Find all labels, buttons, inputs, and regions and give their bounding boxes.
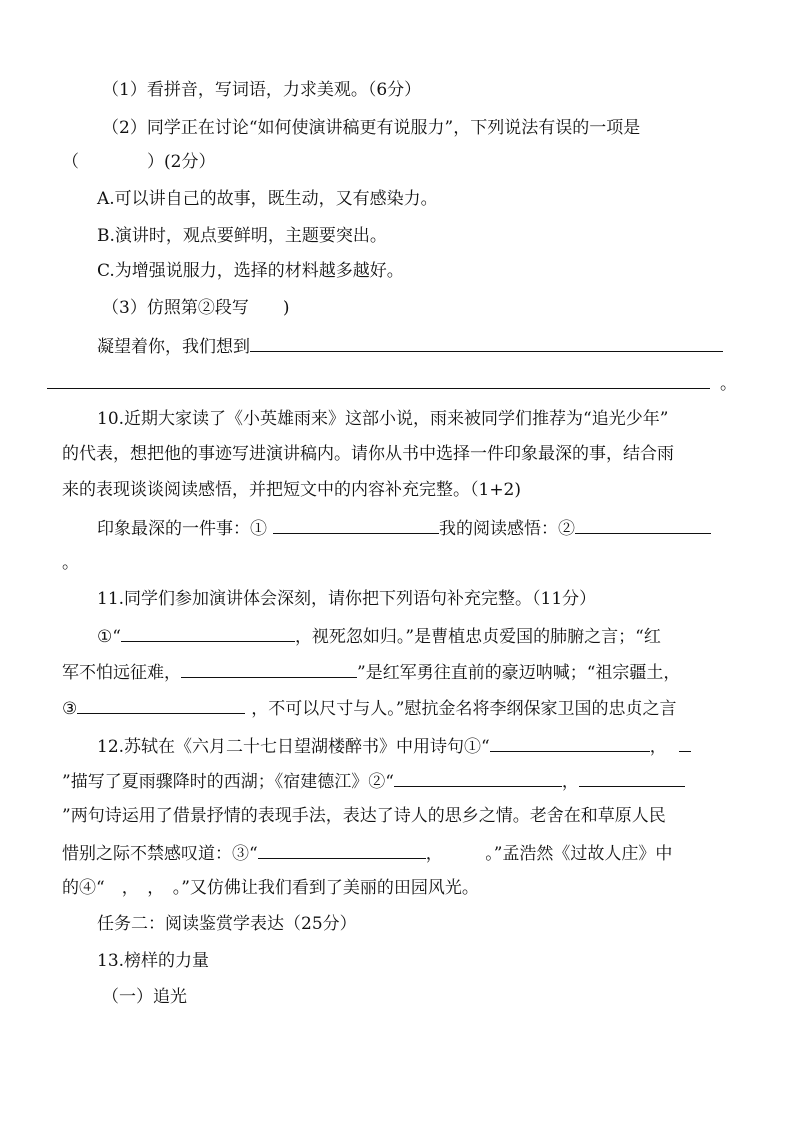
answer-blank[interactable] <box>250 333 723 352</box>
q9-sub3-prompt-line <box>97 333 723 359</box>
q11-line3 <box>62 695 676 721</box>
q9-sub3: （3）仿照第②段写 ) <box>102 298 290 318</box>
answer-blank[interactable] <box>181 659 357 678</box>
q9-option-a: A.可以讲自己的故事，既生动，又有感染力。 <box>97 189 438 209</box>
q9-sub1: （1）看拼音，写词语，力求美观。（6分） <box>102 80 422 100</box>
answer-blank[interactable] <box>575 515 711 534</box>
q13-heading: 13.榜样的力量 <box>97 951 210 971</box>
period-mark: 。 <box>720 374 737 394</box>
q11-line1 <box>97 623 661 649</box>
q12-line1 <box>97 733 691 759</box>
q11-l2-b: ”是红军勇往直前的豪迈呐喊；“祖宗疆土， <box>357 663 681 683</box>
answer-blank[interactable] <box>77 695 245 714</box>
answer-blank[interactable] <box>47 370 710 389</box>
q11-l3-a: ③ <box>62 699 78 719</box>
section-one-heading: （一）追光 <box>102 987 187 1007</box>
q9-sub3-prompt: 凝望着你，我们想到 <box>97 337 250 357</box>
q10-line1: 10.近期大家读了《小英雄雨来》这部小说，雨来被同学们推荐为“追光少年” <box>97 409 669 429</box>
q12-line3: ”两句诗运用了借景抒情的表现手法，表达了诗人的思乡之情。老舍在和草原人民 <box>62 806 666 826</box>
q11-l2-a: 军不怕远征难， <box>62 663 181 683</box>
q10-line3: 来的表现谈谈阅读感悟，并把短文中的内容补充完整。（1+2) <box>62 480 522 500</box>
q10-period: 。 <box>62 553 79 573</box>
q9-option-c: C.为增强说服力，选择的材料越多越好。 <box>97 261 404 281</box>
q12-line2 <box>62 768 685 794</box>
q11-l3-b: ，不可以尺寸与人。”慰抗金名将李纲保家卫国的忠贞之言 <box>251 699 677 719</box>
q12-line5: 的④“ ， ， 。”又仿佛让我们看到了美丽的田园风光。 <box>62 878 479 898</box>
q9-option-b: B.演讲时，观点要鲜明，主题要突出。 <box>97 226 387 246</box>
q12-l2-b: ， <box>561 772 579 792</box>
q12-l4-b: ， 。”孟浩然《过故人庄》中 <box>425 844 673 864</box>
q11-line2 <box>62 659 680 685</box>
q12-l1-a: 12.苏轼在《六月二十七日望湖楼醉书》中用诗句①“ <box>97 737 490 757</box>
answer-blank[interactable] <box>579 768 685 787</box>
task2-heading: 任务二：阅读鉴赏学表达（25分） <box>97 914 357 934</box>
q9-sub2-line2: （ ）(2分） <box>62 152 216 172</box>
q12-line4 <box>62 840 672 866</box>
answer-blank[interactable] <box>490 733 650 752</box>
q11-title: 11.同学们参加演讲体会深刻，请你把下列语句补充完整。（11分） <box>97 589 597 609</box>
answer-blank[interactable] <box>258 840 426 859</box>
q12-l4-a: 惜别之际不禁感叹道：③“ <box>62 844 258 864</box>
q12-l2-a: ”描写了夏雨骤降时的西湖；《宿建德江》②“ <box>62 772 394 792</box>
q9-sub2-line1: （2）同学正在讨论“如何使演讲稿更有说服力”，下列说法有误的一项是 <box>102 118 641 138</box>
answer-blank[interactable] <box>394 768 562 787</box>
answer-blank[interactable] <box>273 515 439 534</box>
q11-l1-a: ①“ <box>97 627 121 647</box>
q10-fill-label-1: 印象最深的一件事：① <box>97 519 267 539</box>
answer-blank[interactable] <box>121 623 295 642</box>
q10-line2: 的代表，想把他的事迹写进演讲稿内。请你从书中选择一件印象最深的事，结合雨 <box>62 444 674 464</box>
q9-sub3-continuation-line <box>47 370 737 396</box>
answer-blank[interactable] <box>679 733 691 752</box>
q12-l1-b: ， <box>649 737 667 757</box>
q10-fill-line <box>97 515 711 541</box>
q11-l1-b: ，视死忽如归。”是曹植忠贞爱国的肺腑之言；“红 <box>294 627 661 647</box>
q10-fill-label-2: 我的阅读感悟：② <box>439 519 575 539</box>
